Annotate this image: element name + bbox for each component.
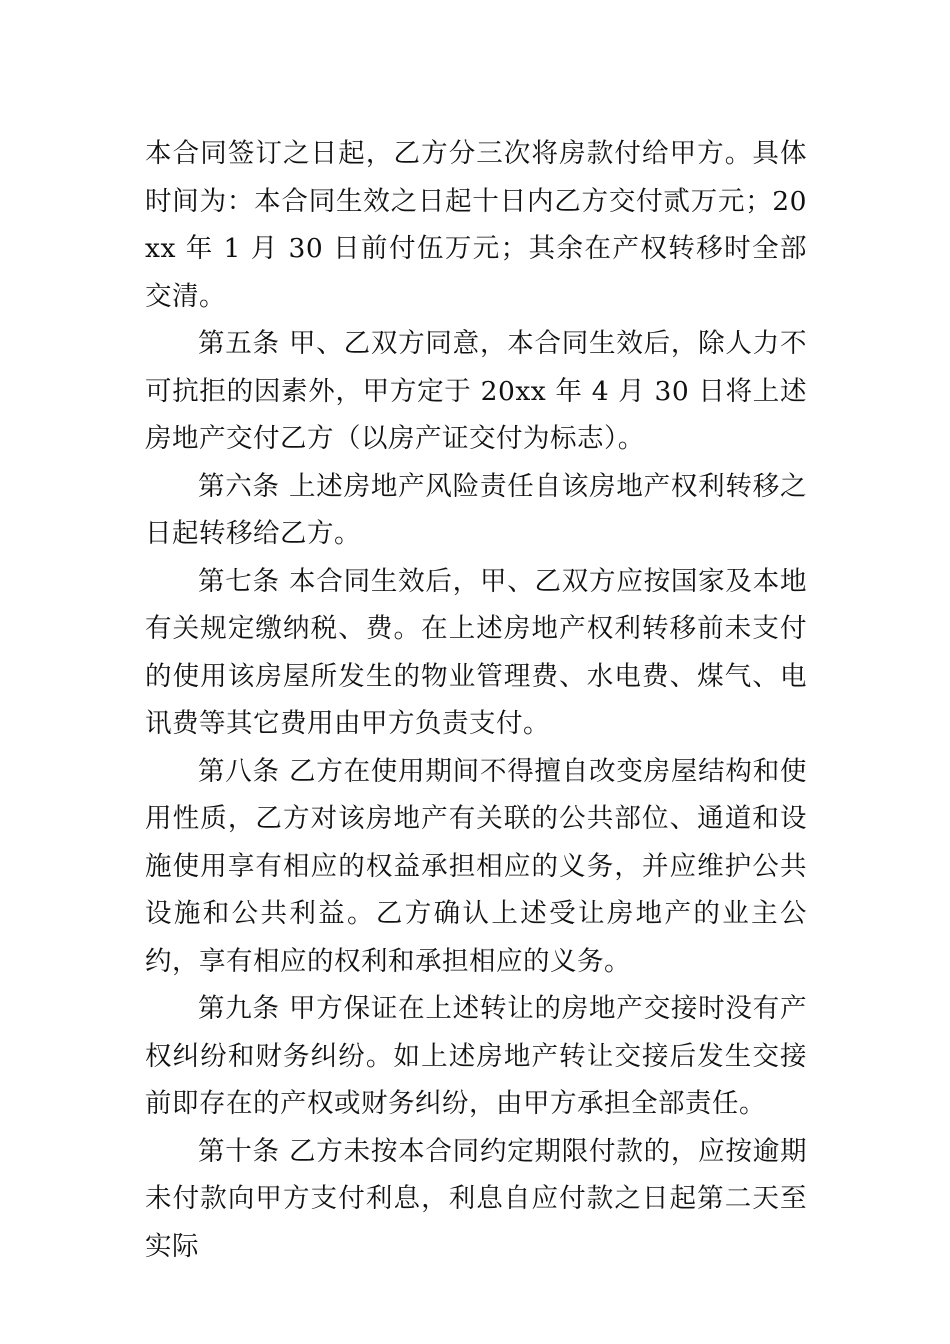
paragraph-article-10: 第十条 乙方未按本合同约定期限付款的，应按逾期未付款向甲方支付利息，利息自应付款之日起第二天至实际 (145, 1135, 807, 1262)
paragraph-payment-schedule: 本合同签订之日起，乙方分三次将房款付给甲方。具体时间为：本合同生效之日起十日内乙方交付贰万元；20xx 年 1 月 30 日前付伍万元；其余在产权转移时全部交清。 (145, 138, 807, 312)
paragraph-article-9: 第九条 甲方保证在上述转让的房地产交接时没有产权纠纷和财务纠纷。如上述房地产转让交接后发生交接前即存在的产权或财务纠纷，由甲方承担全部责任。 (145, 993, 807, 1119)
paragraph-article-8: 第八条 乙方在使用期间不得擅自改变房屋结构和使用性质，乙方对该房地产有关联的公共部位、通道和设施使用享有相应的权益承担相应的义务，并应维护公共设施和公共利益。乙方确认上述受让房地产的业主公约，享有相应的权利和承担相应的义务。 (145, 755, 807, 977)
paragraph-article-6: 第六条 上述房地产风险责任自该房地产权利转移之日起转移给乙方。 (145, 470, 807, 549)
document-page (145, 130, 807, 1270)
paragraph-article-7: 第七条 本合同生效后，甲、乙双方应按国家及本地有关规定缴纳税、费。在上述房地产权利转移前未支付的使用该房屋所发生的物业管理费、水电费、煤气、电讯费等其它费用由甲方负责支付。 (145, 565, 807, 739)
paragraph-article-5: 第五条 甲、乙双方同意，本合同生效后，除人力不可抗拒的因素外，甲方定于 20xx 年 4 月 30 日将上述房地产交付乙方（以房产证交付为标志）。 (145, 328, 807, 454)
